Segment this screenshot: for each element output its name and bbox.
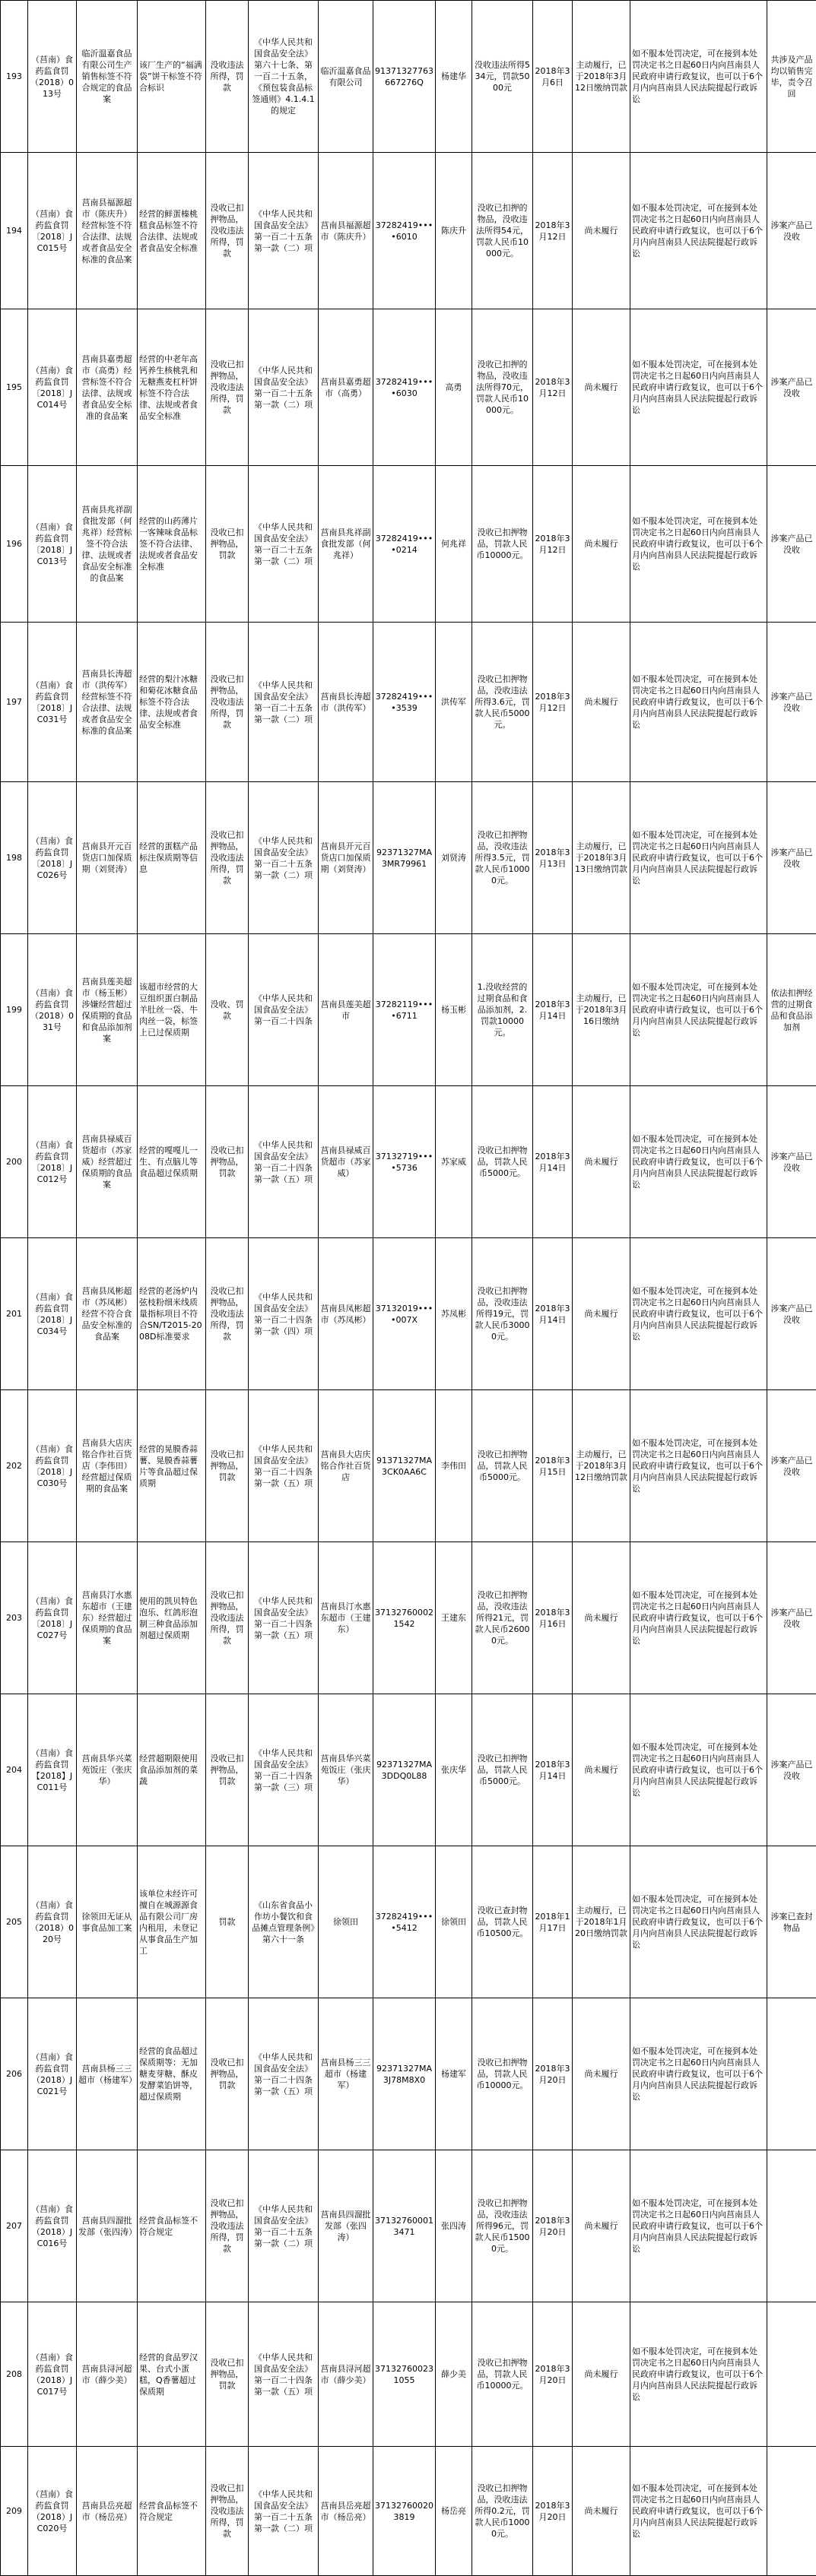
- cell-execution-status: 尚未履行: [573, 1238, 630, 1390]
- cell-penalty-type: 没收已扣押物品，罚款: [206, 1694, 249, 1846]
- cell-serial-number: 205: [1, 1846, 28, 1998]
- cell-remedy-notice: 如不服本处罚决定，可在接到本处罚决定书之日起60日内向莒南县人民政府申请行政复议，也可以于6个月内向莒南县人民法院提起行政诉讼: [630, 934, 767, 1086]
- cell-decision-number: （莒南）食药监食罚（2018）JC017号: [28, 2302, 77, 2447]
- cell-decision-number: （莒南）食药监食罚〔2018〕JC030号: [28, 1390, 77, 1542]
- cell-case-name: 莒南县福源超市（陈庆升）经营标签不符合法律、法规或者食品安全标准的食品案: [77, 153, 138, 309]
- cell-decision-date: 2018年3月12日: [533, 153, 573, 309]
- cell-remarks: [767, 2150, 816, 2302]
- cell-case-name: 莒南县莲美超市（杨玉彬）涉嫌经营超过保质期的食品和食品添加剂案: [77, 934, 138, 1086]
- cell-case-name: 莒南县开元百货店口加保质期（刘贤涛）: [77, 782, 138, 934]
- cell-decision-date: 2018年1月17日: [533, 1846, 573, 1998]
- cell-decision-date: 2018年3月20日: [533, 2150, 573, 2302]
- cell-serial-number: 193: [1, 1, 28, 153]
- cell-party-name: 莒南县福源超市（陈庆升）: [319, 153, 373, 309]
- cell-party-name: 莒南县开元百货店口加保质期（刘贤涛）: [319, 782, 373, 934]
- cell-violation-facts: 经营的鲜蛋榛桃糕食品标签不符合法律、法规或者食品安全标准: [138, 153, 206, 309]
- cell-execution-status: 尚未履行: [573, 309, 630, 466]
- cell-violation-facts: 使用的凯贝特色泡乐、红鸽形泡制三种食品添加剂超过保质期: [138, 1542, 206, 1694]
- cell-decision-number: （莒南）食药监食罚〔2018〕JC027号: [28, 1542, 77, 1694]
- cell-execution-status: 尚未履行: [573, 2447, 630, 2576]
- cell-decision-date: 2018年3月15日: [533, 1390, 573, 1542]
- cell-legal-representative: 刘贤涛: [436, 782, 472, 934]
- cell-remedy-notice: 如不服本处罚决定，可在接到本处罚决定书之日起60日内向莒南县人民政府申请行政复议，也可以于6个月内向莒南县人民法院提起行政诉讼: [630, 782, 767, 934]
- cell-legal-basis: 《中华人民共和国食品安全法》第六十七条、第一百二十五条，《预包装食品标签通则》4.1.4.1的规定: [249, 1, 319, 153]
- cell-penalty-result: 没收已扣押的物品，没收违法所得54元，罚款人民币10000元。: [472, 153, 533, 309]
- cell-execution-status: 尚未履行: [573, 1542, 630, 1694]
- cell-remedy-notice: 如不服本处罚决定，可在接到本处罚决定书之日起60日内向莒南县人民政府申请行政复议，也可以于6个月内向莒南县人民法院提起行政诉讼: [630, 1694, 767, 1846]
- cell-party-name: 莒南县华兴菜苑饭庄（张庆华）: [319, 1694, 373, 1846]
- cell-credit-code: 371327600231055: [373, 2302, 436, 2447]
- cell-legal-representative: 张庆华: [436, 1694, 472, 1846]
- cell-serial-number: 207: [1, 2150, 28, 2302]
- cell-legal-basis: 《中华人民共和国食品安全法》第一百二十四条: [249, 934, 319, 1086]
- cell-party-name: 莒南县杨三三超市（杨建军）: [319, 1998, 373, 2150]
- cell-decision-date: 2018年3月6日: [533, 1, 573, 153]
- cell-remarks: 涉案产品已没收: [767, 1238, 816, 1390]
- cell-remarks: 涉案产品已没收: [767, 782, 816, 934]
- cell-credit-code: 371327600021542: [373, 1542, 436, 1694]
- cell-execution-status: 尚未履行: [573, 2150, 630, 2302]
- cell-penalty-result: 没收已查封物品，罚款人民币10500元。: [472, 1846, 533, 1998]
- cell-execution-status: 主动履行，已于2018年3月12日缴纳罚款: [573, 1390, 630, 1542]
- cell-credit-code: 371327600013471: [373, 2150, 436, 2302]
- cell-case-name: 莒南县长涛超市（洪传军）经营标签不符合法律、法规或者食品安全标准的食品案: [77, 623, 138, 782]
- cell-credit-code: 91371327MA3CK0AA6C: [373, 1390, 436, 1542]
- cell-penalty-result: 没收已扣押物品，罚款人民币10000元。: [472, 466, 533, 623]
- cell-violation-facts: 经营的中老年高钙养生核桃乳和无糖燕麦杠杆饼标签不符合法律、法规或者食品安全标准: [138, 309, 206, 466]
- table-row: [1, 1238, 816, 1390]
- table-row: [1, 2302, 816, 2447]
- cell-party-name: 莒南县汀水惠东超市（王建东）: [319, 1542, 373, 1694]
- table-row: [1, 2447, 816, 2576]
- cell-credit-code: 37132019••••007X: [373, 1238, 436, 1390]
- cell-execution-status: 尚未履行: [573, 153, 630, 309]
- cell-legal-representative: 何兆祥: [436, 466, 472, 623]
- table-row: [1, 2150, 816, 2302]
- table-body: [1, 1, 816, 2576]
- cell-legal-basis: 《中华人民共和国食品安全法》第一百二十五条第一款（二）项: [249, 2150, 319, 2302]
- cell-legal-representative: 苏凤彬: [436, 1238, 472, 1390]
- table-row: [1, 1998, 816, 2150]
- cell-serial-number: 195: [1, 309, 28, 466]
- cell-violation-facts: 经营的山药薄片一客辣味食品标签不符合法律、法规或者食品安全标准: [138, 466, 206, 623]
- cell-remedy-notice: 如不服本处罚决定，可在接到本处罚决定书之日起60日内向莒南县人民政府申请行政复议，也可以于6个月内向莒南县人民法院提起行政诉讼: [630, 1238, 767, 1390]
- cell-violation-facts: 该单位未经许可擅自在城源源食品有限公司厂房内租用，未登记从事食品生产加工: [138, 1846, 206, 1998]
- cell-violation-facts: 经营食品标签不符合规定: [138, 2447, 206, 2576]
- cell-execution-status: 尚未履行: [573, 2302, 630, 2447]
- cell-credit-code: 92371327MA3MR79961: [373, 782, 436, 934]
- cell-penalty-type: 没收已扣押物品，没收违法所得，罚款: [206, 309, 249, 466]
- cell-decision-date: 2018年3月14日: [533, 1238, 573, 1390]
- cell-legal-representative: 杨建军: [436, 1998, 472, 2150]
- table-row: [1, 1694, 816, 1846]
- cell-credit-code: 371327600203819: [373, 2447, 436, 2576]
- cell-decision-number: （莒南）食药监食罚（2018）JC016号: [28, 2150, 77, 2302]
- cell-serial-number: 197: [1, 623, 28, 782]
- cell-penalty-result: 没收已扣押物品，罚款人民币5000元。: [472, 1694, 533, 1846]
- cell-credit-code: 92371327MA3J78M8X0: [373, 1998, 436, 2150]
- cell-party-name: 莒南县长涛超市（洪传军）: [319, 623, 373, 782]
- cell-case-name: 莒南县汀水惠东超市（王建东）经营超过保质期的食品案: [77, 1542, 138, 1694]
- cell-remedy-notice: 如不服本处罚决定，可在接到本处罚决定书之日起60日内向莒南县人民政府申请行政复议，也可以于6个月内向莒南县人民法院提起行政诉讼: [630, 1998, 767, 2150]
- cell-penalty-result: 没收已扣押物品，罚款人民币5000元。: [472, 1390, 533, 1542]
- cell-remarks: 涉案产品已没收: [767, 1542, 816, 1694]
- cell-decision-number: （莒南）食药监食罚〔2018〕JC015号: [28, 153, 77, 309]
- cell-serial-number: 202: [1, 1390, 28, 1542]
- cell-credit-code: 37282419••••6030: [373, 309, 436, 466]
- cell-serial-number: 204: [1, 1694, 28, 1846]
- cell-penalty-result: 没收已扣押物品，没收违法所得0.2元，罚款人民币10000元。: [472, 2447, 533, 2576]
- cell-serial-number: 201: [1, 1238, 28, 1390]
- cell-decision-number: （莒南）食药监食罚〔2018〕JC012号: [28, 1086, 77, 1238]
- cell-party-name: 徐领田: [319, 1846, 373, 1998]
- cell-decision-number: （莒南）食药监食罚〔2018〕JC014号: [28, 309, 77, 466]
- cell-violation-facts: 该厂生产的“福满袋”饼干标签不符合标识: [138, 1, 206, 153]
- cell-execution-status: 主动履行，已于2018年1月20日缴纳罚款: [573, 1846, 630, 1998]
- cell-decision-number: （莒南）食药监食罚（2018）JC020号: [28, 2447, 77, 2576]
- cell-case-name: 莒南县杨三三超市（杨建军）: [77, 1998, 138, 2150]
- cell-party-name: 莒南县禄威百货超市（苏家威）: [319, 1086, 373, 1238]
- cell-case-name: 莒南县嘉勇超市（高勇）经营标签不符合法律、法规或者食品安全标准的食品案: [77, 309, 138, 466]
- cell-legal-basis: 《中华人民共和国食品安全法》第一百二十五条第一款（二）项: [249, 153, 319, 309]
- cell-remarks: [767, 2447, 816, 2576]
- cell-legal-representative: 洪传军: [436, 623, 472, 782]
- cell-legal-representative: 徐领田: [436, 1846, 472, 1998]
- cell-decision-number: （莒南）食药监食罚〔2018〕JC026号: [28, 782, 77, 934]
- cell-remedy-notice: 如不服本处罚决定，可在接到本处罚决定书之日起60日内向莒南县人民政府申请行政复议，也可以于6个月内向莒南县人民法院提起行政诉讼: [630, 153, 767, 309]
- cell-violation-facts: 经营的老汤炉内弦枝粉细米线质量指标项目不符合SN/T2015-2008D标准要求: [138, 1238, 206, 1390]
- cell-legal-basis: 《山东省食品小作坊小餐饮和食品摊点管理条例》第六十一条: [249, 1846, 319, 1998]
- cell-party-name: 莒南县嘉勇超市（高勇）: [319, 309, 373, 466]
- cell-credit-code: 37282419••••5412: [373, 1846, 436, 1998]
- cell-party-name: 莒南县大店庆铭合作社百货店: [319, 1390, 373, 1542]
- cell-case-name: 莒南县禄威百货超市（苏家威）经营超过保质期的食品案: [77, 1086, 138, 1238]
- cell-decision-date: 2018年3月20日: [533, 1998, 573, 2150]
- cell-penalty-type: 没收已扣押物品，罚款: [206, 1998, 249, 2150]
- cell-credit-code: 37132719••••5736: [373, 1086, 436, 1238]
- cell-remedy-notice: 如不服本处罚决定，可在接到本处罚决定书之日起60日内向莒南县人民政府申请行政复议，也可以于6个月内向莒南县人民法院提起行政诉讼: [630, 623, 767, 782]
- cell-legal-representative: 陈庆升: [436, 153, 472, 309]
- cell-penalty-result: 没收已扣押物品，没收违法所得21元，罚款人民币26000元。: [472, 1542, 533, 1694]
- cell-case-name: 莒南县岳亮超市（杨岳亮）: [77, 2447, 138, 2576]
- cell-penalty-result: 没收已扣押物品，罚款人民币10000元。: [472, 2302, 533, 2447]
- cell-penalty-result: 没收已扣押的物品，没收违法所得70元，罚款人民币10000元。: [472, 309, 533, 466]
- cell-legal-basis: 《中华人民共和国食品安全法》第一百二十五条第一款（二）项: [249, 309, 319, 466]
- cell-case-name: 莒南县大店庆铭合作社百货店（李伟田）经营超过保质期的食品案: [77, 1390, 138, 1542]
- table-row: [1, 1, 816, 153]
- cell-legal-representative: 杨玉彬: [436, 934, 472, 1086]
- cell-remedy-notice: 如不服本处罚决定，可在接到本处罚决定书之日起60日内向莒南县人民政府申请行政复议，也可以于6个月内向莒南县人民法院提起行政诉讼: [630, 2150, 767, 2302]
- cell-decision-date: 2018年3月14日: [533, 1086, 573, 1238]
- cell-remedy-notice: 如不服本处罚决定，可在接到本处罚决定书之日起60日内向莒南县人民政府申请行政复议，也可以于6个月内向莒南县人民法院提起行政诉讼: [630, 309, 767, 466]
- cell-remedy-notice: 如不服本处罚决定，可在接到本处罚决定书之日起60日内向莒南县人民政府申请行政复议，也可以于6个月内向莒南县人民法院提起行政诉讼: [630, 2302, 767, 2447]
- cell-violation-facts: 经营的食品罗汉果、台式小蛋糕，Q香薯超过保质期: [138, 2302, 206, 2447]
- cell-remarks: 涉案产品已没收: [767, 1390, 816, 1542]
- cell-legal-basis: 《中华人民共和国食品安全法》第一百二十四条第一款（四）项: [249, 1238, 319, 1390]
- cell-remarks: 涉案产品已没收: [767, 1086, 816, 1238]
- cell-serial-number: 209: [1, 2447, 28, 2576]
- cell-decision-date: 2018年3月20日: [533, 2447, 573, 2576]
- cell-penalty-type: 罚款: [206, 1846, 249, 1998]
- cell-party-name: 临沂温嘉食品有限公司: [319, 1, 373, 153]
- cell-party-name: 莒南县莲美超市: [319, 934, 373, 1086]
- cell-penalty-type: 没收、罚款: [206, 934, 249, 1086]
- cell-party-name: 莒南县四溜批发部（张四涛）: [319, 2150, 373, 2302]
- cell-credit-code: 37282419••••3539: [373, 623, 436, 782]
- cell-remarks: 涉案已查封物品: [767, 1846, 816, 1998]
- cell-serial-number: 208: [1, 2302, 28, 2447]
- cell-penalty-result: 没收已扣押物品，罚款人民币5000元。: [472, 1086, 533, 1238]
- cell-penalty-type: 没收已扣押物品，没收违法所得，罚款: [206, 782, 249, 934]
- cell-penalty-result: 没收已扣押物品，没收违法所得3.6元，罚款人民币5000元。: [472, 623, 533, 782]
- table-row: [1, 1542, 816, 1694]
- cell-penalty-type: 没收已扣押物品，没收违法所得，罚款: [206, 623, 249, 782]
- cell-credit-code: 37282119••••6711: [373, 934, 436, 1086]
- cell-violation-facts: 经营的食品超过保质期等：无加糖麦芽糖、酥皮发酵菜馅饼等，超过保质期: [138, 1998, 206, 2150]
- cell-serial-number: 200: [1, 1086, 28, 1238]
- cell-execution-status: 尚未履行: [573, 1998, 630, 2150]
- cell-penalty-type: 没收已扣押物品，没收违法所得，罚款: [206, 2150, 249, 2302]
- cell-decision-date: 2018年3月12日: [533, 309, 573, 466]
- cell-execution-status: 尚未履行: [573, 1694, 630, 1846]
- cell-penalty-result: 没收已扣押物品，没收违法所得3.5元，罚款人民币10000元。: [472, 782, 533, 934]
- cell-case-name: 莒南县兆祥副食批发部（何兆祥）经营标签不符合法律、法规或者食品安全标准的食品案: [77, 466, 138, 623]
- cell-legal-representative: 苏家威: [436, 1086, 472, 1238]
- cell-penalty-type: 没收已扣押物品，罚款: [206, 1390, 249, 1542]
- cell-remarks: [767, 1998, 816, 2150]
- cell-remarks: 涉案产品已没收: [767, 623, 816, 782]
- table-row: [1, 466, 816, 623]
- cell-decision-number: （莒南）食药监食罚（2018）020号: [28, 1846, 77, 1998]
- cell-remedy-notice: 如不服本处罚决定，可在接到本处罚决定书之日起60日内向莒南县人民政府申请行政复议，也可以于6个月内向莒南县人民法院提起行政诉讼: [630, 1, 767, 153]
- cell-legal-basis: 《中华人民共和国食品安全法》第一百二十四条第一款（五）项: [249, 1542, 319, 1694]
- cell-penalty-type: 没收已扣押物品，罚款: [206, 466, 249, 623]
- cell-penalty-type: 没收违法所得，罚款: [206, 1, 249, 153]
- cell-penalty-type: 没收已扣押物品，没收违法所得，罚款: [206, 1542, 249, 1694]
- cell-legal-basis: 《中华人民共和国食品安全法》第一百二十四条第一款（三）项: [249, 1694, 319, 1846]
- cell-legal-basis: 《中华人民共和国食品安全法》第一百二十五条第一款（二）项: [249, 782, 319, 934]
- table-row: [1, 1086, 816, 1238]
- cell-execution-status: 尚未履行: [573, 466, 630, 623]
- cell-decision-date: 2018年3月12日: [533, 623, 573, 782]
- cell-violation-facts: 经营的晃膜香蒜薯、晃膜香蒜薯片等食品超过保质期: [138, 1390, 206, 1542]
- cell-decision-date: 2018年3月14日: [533, 1694, 573, 1846]
- cell-penalty-type: 没收已扣押物品，没收违法所得，罚款: [206, 2447, 249, 2576]
- cell-remedy-notice: 如不服本处罚决定，可在接到本处罚决定书之日起60日内向莒南县人民政府申请行政复议，也可以于6个月内向莒南县人民法院提起行政诉讼: [630, 1542, 767, 1694]
- cell-legal-representative: 高勇: [436, 309, 472, 466]
- cell-serial-number: 198: [1, 782, 28, 934]
- cell-penalty-result: 没收已扣押物品，没收违法所得19元，罚款人民币30000元。: [472, 1238, 533, 1390]
- cell-legal-basis: 《中华人民共和国食品安全法》第一百二十五条第一款（二）项: [249, 623, 319, 782]
- cell-penalty-type: 没收已扣押物品，罚款: [206, 2302, 249, 2447]
- cell-remedy-notice: 如不服本处罚决定，可在接到本处罚决定书之日起60日内向莒南县人民政府申请行政复议，也可以于6个月内向莒南县人民法院提起行政诉讼: [630, 466, 767, 623]
- cell-legal-basis: 《中华人民共和国食品安全法》第一百二十五条第一款（二）项: [249, 2447, 319, 2576]
- table-row: [1, 623, 816, 782]
- cell-remedy-notice: 如不服本处罚决定，可在接到本处罚决定书之日起60日内向莒南县人民政府申请行政复议，也可以于6个月内向莒南县人民法院提起行政诉讼: [630, 1086, 767, 1238]
- cell-execution-status: 主动履行，已于2018年3月13日缴纳罚款: [573, 782, 630, 934]
- cell-decision-date: 2018年3月20日: [533, 2302, 573, 2447]
- cell-case-name: 莒南县凤彬超市（苏凤彬）经营不符合食品安全标准的食品案: [77, 1238, 138, 1390]
- cell-case-name: 莒南县浔河超市（薛少美）: [77, 2302, 138, 2447]
- cell-credit-code: 92371327MA3DDQ0L88: [373, 1694, 436, 1846]
- cell-serial-number: 196: [1, 466, 28, 623]
- cell-remarks: 涉案产品已没收: [767, 309, 816, 466]
- cell-party-name: 莒南县浔河超市（薛少美）: [319, 2302, 373, 2447]
- cell-penalty-result: 没收已扣押物品，没收违法所得96元，罚款人民币15000元。: [472, 2150, 533, 2302]
- cell-legal-basis: 《中华人民共和国食品安全法》第一百二十四条第一款（五）项: [249, 1998, 319, 2150]
- cell-remarks: [767, 2302, 816, 2447]
- cell-decision-number: （莒南）食药监食罚〔2018〕JC013号: [28, 466, 77, 623]
- cell-execution-status: 尚未履行: [573, 1086, 630, 1238]
- cell-remarks: 涉案产品已没收: [767, 1694, 816, 1846]
- cell-remarks: 涉案产品已没收: [767, 466, 816, 623]
- cell-violation-facts: 经营的梨汁冰糖和菊花冰糖食品标签不符合法律、法规或者食品安全标准: [138, 623, 206, 782]
- cell-remarks: 涉案产品已没收: [767, 153, 816, 309]
- cell-case-name: 临沂温嘉食品有限公司生产销售标签不符合规定的食品案: [77, 1, 138, 153]
- cell-penalty-type: 没收已扣押物品，罚款: [206, 1086, 249, 1238]
- cell-credit-code: 37282419••••0214: [373, 466, 436, 623]
- cell-penalty-type: 没收已扣押物品，没收违法所得，罚款: [206, 1238, 249, 1390]
- cell-legal-representative: 王建东: [436, 1542, 472, 1694]
- cell-decision-number: （莒南）食药监食罚〔2018〕JC034号: [28, 1238, 77, 1390]
- table-row: [1, 1846, 816, 1998]
- cell-legal-representative: 李伟田: [436, 1390, 472, 1542]
- cell-serial-number: 203: [1, 1542, 28, 1694]
- cell-decision-number: （莒南）食药监食罚（2018）031号: [28, 934, 77, 1086]
- cell-penalty-result: 没收违法所得534元，罚款5000元: [472, 1, 533, 153]
- cell-remedy-notice: 如不服本处罚决定，可在接到本处罚决定书之日起60日内向莒南县人民政府申请行政复议，也可以于6个月内向莒南县人民法院提起行政诉讼: [630, 1390, 767, 1542]
- cell-case-name: 莒南县华兴菜苑饭庄（张庆华）: [77, 1694, 138, 1846]
- cell-decision-number: （莒南）食药监食罚【2018】JC011号: [28, 1694, 77, 1846]
- cell-decision-date: 2018年3月12日: [533, 466, 573, 623]
- table-row: [1, 782, 816, 934]
- cell-remarks: 共涉及产品均以销售完毕，责令召回: [767, 1, 816, 153]
- cell-legal-basis: 《中华人民共和国食品安全法》第一百二十四条第一款（五）项: [249, 1086, 319, 1238]
- cell-credit-code: 37282419••••6010: [373, 153, 436, 309]
- cell-legal-representative: 薛少美: [436, 2302, 472, 2447]
- cell-penalty-type: 没收已扣押物品，没收违法所得，罚款: [206, 153, 249, 309]
- cell-party-name: 莒南县岳亮超市（杨岳亮）: [319, 2447, 373, 2576]
- cell-legal-basis: 《中华人民共和国食品安全法》第一百二十五条第一款（二）项: [249, 466, 319, 623]
- cell-legal-basis: 《中华人民共和国食品安全法》第一百二十四条第一款（五）项: [249, 2302, 319, 2447]
- cell-party-name: 莒南县兆祥副食批发部（何兆祥）: [319, 466, 373, 623]
- cell-execution-status: 主动履行，已于2018年3月16日缴纳: [573, 934, 630, 1086]
- cell-remarks: 依法扣押经营的过期食品和食品添加剂: [767, 934, 816, 1086]
- cell-violation-facts: 经营的蛋糕产品标注保质期等信息: [138, 782, 206, 934]
- cell-legal-representative: 杨建华: [436, 1, 472, 153]
- cell-serial-number: 206: [1, 1998, 28, 2150]
- cell-violation-facts: 经营食品标签不符合规定: [138, 2150, 206, 2302]
- cell-remedy-notice: 如不服本处罚决定，可在接到本处罚决定书之日起60日内向莒南县人民政府申请行政复议，也可以于6个月内向莒南县人民法院提起行政诉讼: [630, 2447, 767, 2576]
- cell-penalty-result: 1.没收经营的过期食品和食品添加剂，2.罚款10000元。: [472, 934, 533, 1086]
- cell-decision-number: （莒南）食药监食罚（2018）013号: [28, 1, 77, 153]
- table-row: [1, 1390, 816, 1542]
- cell-decision-number: （莒南）食药监食罚〔2018〕JC031号: [28, 623, 77, 782]
- cell-execution-status: 尚未履行: [573, 623, 630, 782]
- cell-legal-representative: 张四涛: [436, 2150, 472, 2302]
- cell-credit-code: 91371327763667276Q: [373, 1, 436, 153]
- cell-violation-facts: 经营的嘎嘎儿一生、有点脑儿等食品超过保质期: [138, 1086, 206, 1238]
- cell-violation-facts: 经营超期限使用食品添加剂的菜蔬: [138, 1694, 206, 1846]
- cell-violation-facts: 该超市经营的大豆组织蛋白制品羊肚丝一袋、牛肉丝一袋，标签上已过保质期: [138, 934, 206, 1086]
- cell-remedy-notice: 如不服本处罚决定，可在接到本处罚决定书之日起60日内向莒南县人民政府申请行政复议，也可以于6个月内向莒南县人民法院提起行政诉讼: [630, 1846, 767, 1998]
- cell-party-name: 莒南县凤彬超市（苏凤彬）: [319, 1238, 373, 1390]
- table-row: [1, 934, 816, 1086]
- cell-legal-basis: 《中华人民共和国食品安全法》第一百二十四条第一款（五）项: [249, 1390, 319, 1542]
- cell-execution-status: 主动履行，已于2018年3月12日缴纳罚款: [573, 1, 630, 153]
- cell-serial-number: 194: [1, 153, 28, 309]
- cell-decision-date: 2018年3月13日: [533, 782, 573, 934]
- cell-decision-number: （莒南）食药监食罚（2018）JC021号: [28, 1998, 77, 2150]
- cell-penalty-result: 没收已扣押物品，罚款人民币10000元。: [472, 1998, 533, 2150]
- cell-serial-number: 199: [1, 934, 28, 1086]
- cell-case-name: 徐领田无证从事食品加工案: [77, 1846, 138, 1998]
- table-row: [1, 153, 816, 309]
- cell-decision-date: 2018年3月16日: [533, 1542, 573, 1694]
- cell-case-name: 莒南县四溜批发部（张四涛）: [77, 2150, 138, 2302]
- cell-legal-representative: 杨岳亮: [436, 2447, 472, 2576]
- cell-decision-date: 2018年3月14日: [533, 934, 573, 1086]
- table-row: [1, 309, 816, 466]
